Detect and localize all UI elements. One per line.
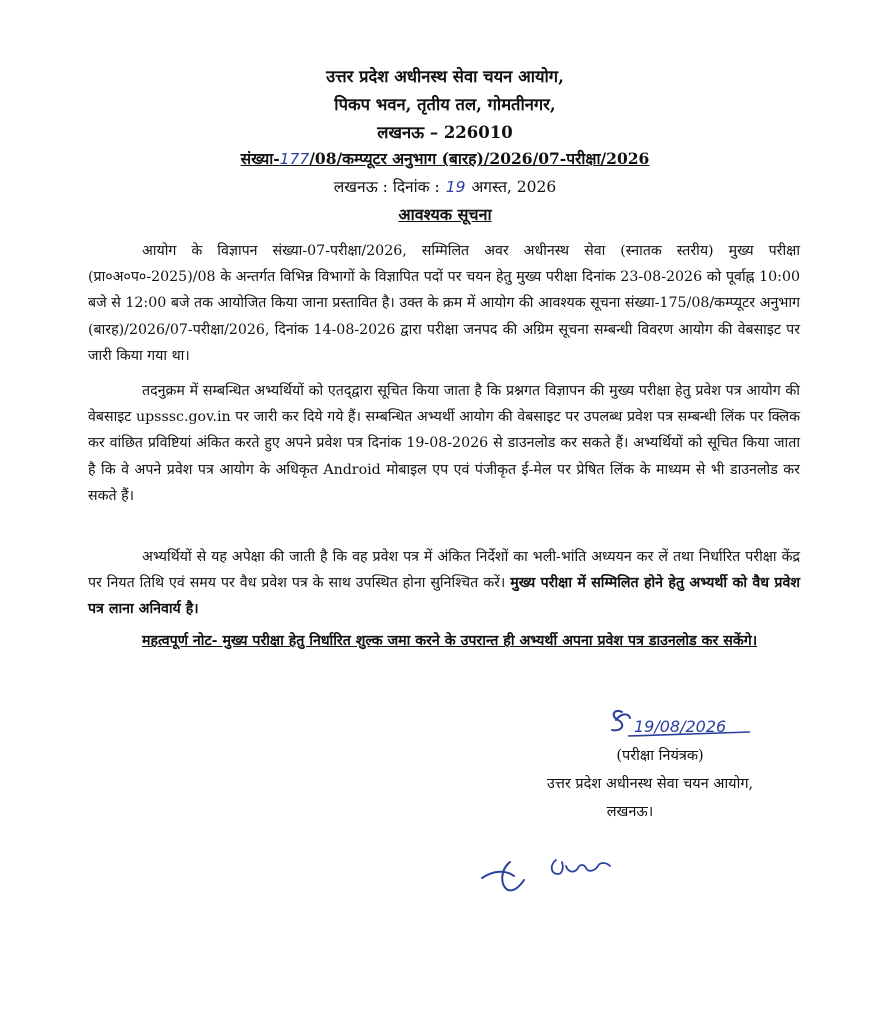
date-prefix: लखनऊ : दिनांक :: [333, 178, 440, 196]
date-handwritten-day: 19: [445, 178, 466, 196]
paragraph-2-text: तदनुक्रम में सम्बन्धित अभ्यर्थियों को एतद्‌द्वारा सूचित किया जाता है कि प्रश्नगत विज्ञापन की मुख्य परीक्षा हेतु प्रवेश पत्र आयोग की वेबसाइट upsssc.gov.in पर जारी कर दिये गये हैं। सम्बन्धित अभ्यर्थी आयोग की वेबसाइट पर उपलब्ध प्रवेश पत्र सम्बन्धी लिंक पर क्लिक कर वांछित प्रविष्टियां अंकित करते हुए अपने प्रवेश पत्र दिनांक 19-08-2026 से डाउनलोड कर सकते हैं। अभ्यर्थियों को सूचित किया जाता है कि वे अपने प्रवेश पत्र आयोग के अधिकृत Android मोबाइल एप एवं पंजीकृत ई-मेल पर प्रेषित लिंक के माध्यम से भी डाउनलोड कर सकते हैं।: [88, 383, 800, 504]
date-line: [0, 176, 890, 198]
paragraph-1-text: आयोग के विज्ञापन संख्या-07-परीक्षा/2026, सम्मिलित अवर अधीनस्थ सेवा (स्नातक स्तरीय) मुख्य परीक्षा (प्रा०अ०प०-2025)/08 के अन्तर्गत विभिन्न विभागों के विज्ञापित पदों पर चयन हेतु मुख्य परीक्षा दिनांक 23-08-2026 को पूर्वाह्न 10:00 बजे से 12:00 बजे तक आयोजित किया जाना प्रस्तावित है। उक्त के क्रम में आयोग की आवश्यक सूचना संख्या-175/08/कम्प्यूटर अनुभाग (बारह)/2026/07-परीक्षा/2026, दिनांक 14-08-2026 द्वारा परीक्षा जनपद की अग्रिम सूचना सम्बन्धी विवरण आयोग की वेबसाइट पर जारी किया गया था।: [88, 243, 800, 364]
paragraph-3-text: अभ्यर्थियों से यह अपेक्षा की जाती है कि वह प्रवेश पत्र में अंकित निर्देशों का भली-भांति अध्ययन कर लें तथा निर्धारित परीक्षा केंद्र पर नियत तिथि एवं समय पर वैध प्रवेश पत्र के साथ उपस्थित होना सुनिश्चित करें।: [88, 549, 800, 592]
paragraph-2: [88, 378, 800, 509]
notice-title: आवश्यक सूचना: [398, 205, 492, 224]
signatory-org: उत्तर प्रदेश अधीनस्थ सेवा चयन आयोग,: [546, 776, 754, 792]
reference-suffix: /08/कम्प्यूटर अनुभाग (बारह)/2026/07-परीक्षा/2026: [309, 149, 650, 168]
signatory-designation: (परीक्षा नियंत्रक): [616, 748, 704, 764]
signatory-city: लखनऊ।: [606, 804, 654, 820]
org-city-pin: लखनऊ – 226010: [377, 123, 513, 142]
reference-handwritten-number: 177: [279, 150, 310, 168]
org-address: पिकप भवन, तृतीय तल, गोमतीनगर,: [334, 95, 556, 114]
paragraph-3: [88, 544, 800, 623]
signature-date: 19/08/2026: [634, 717, 727, 736]
important-note: [88, 628, 800, 655]
handwritten-initials: [470, 840, 630, 900]
reference-prefix: संख्या-: [240, 149, 280, 168]
reference-number: [0, 148, 890, 170]
important-note-text: महत्वपूर्ण नोट- मुख्य परीक्षा हेतु निर्धारित शुल्क जमा करने के उपरान्त ही अभ्यर्थी अपना प्रवेश पत्र डाउनलोड कर सकेंगे।: [142, 633, 758, 649]
paragraph-1: [88, 238, 800, 369]
date-suffix: अगस्त, 2026: [471, 178, 557, 196]
org-name: उत्तर प्रदेश अधीनस्थ सेवा चयन आयोग,: [326, 67, 564, 86]
paragraph-3-bold-text: मुख्य परीक्षा में सम्मिलित होने हेतु अभ्यर्थी को वैध प्रवेश पत्र लाना अनिवार्य है।: [88, 575, 801, 618]
